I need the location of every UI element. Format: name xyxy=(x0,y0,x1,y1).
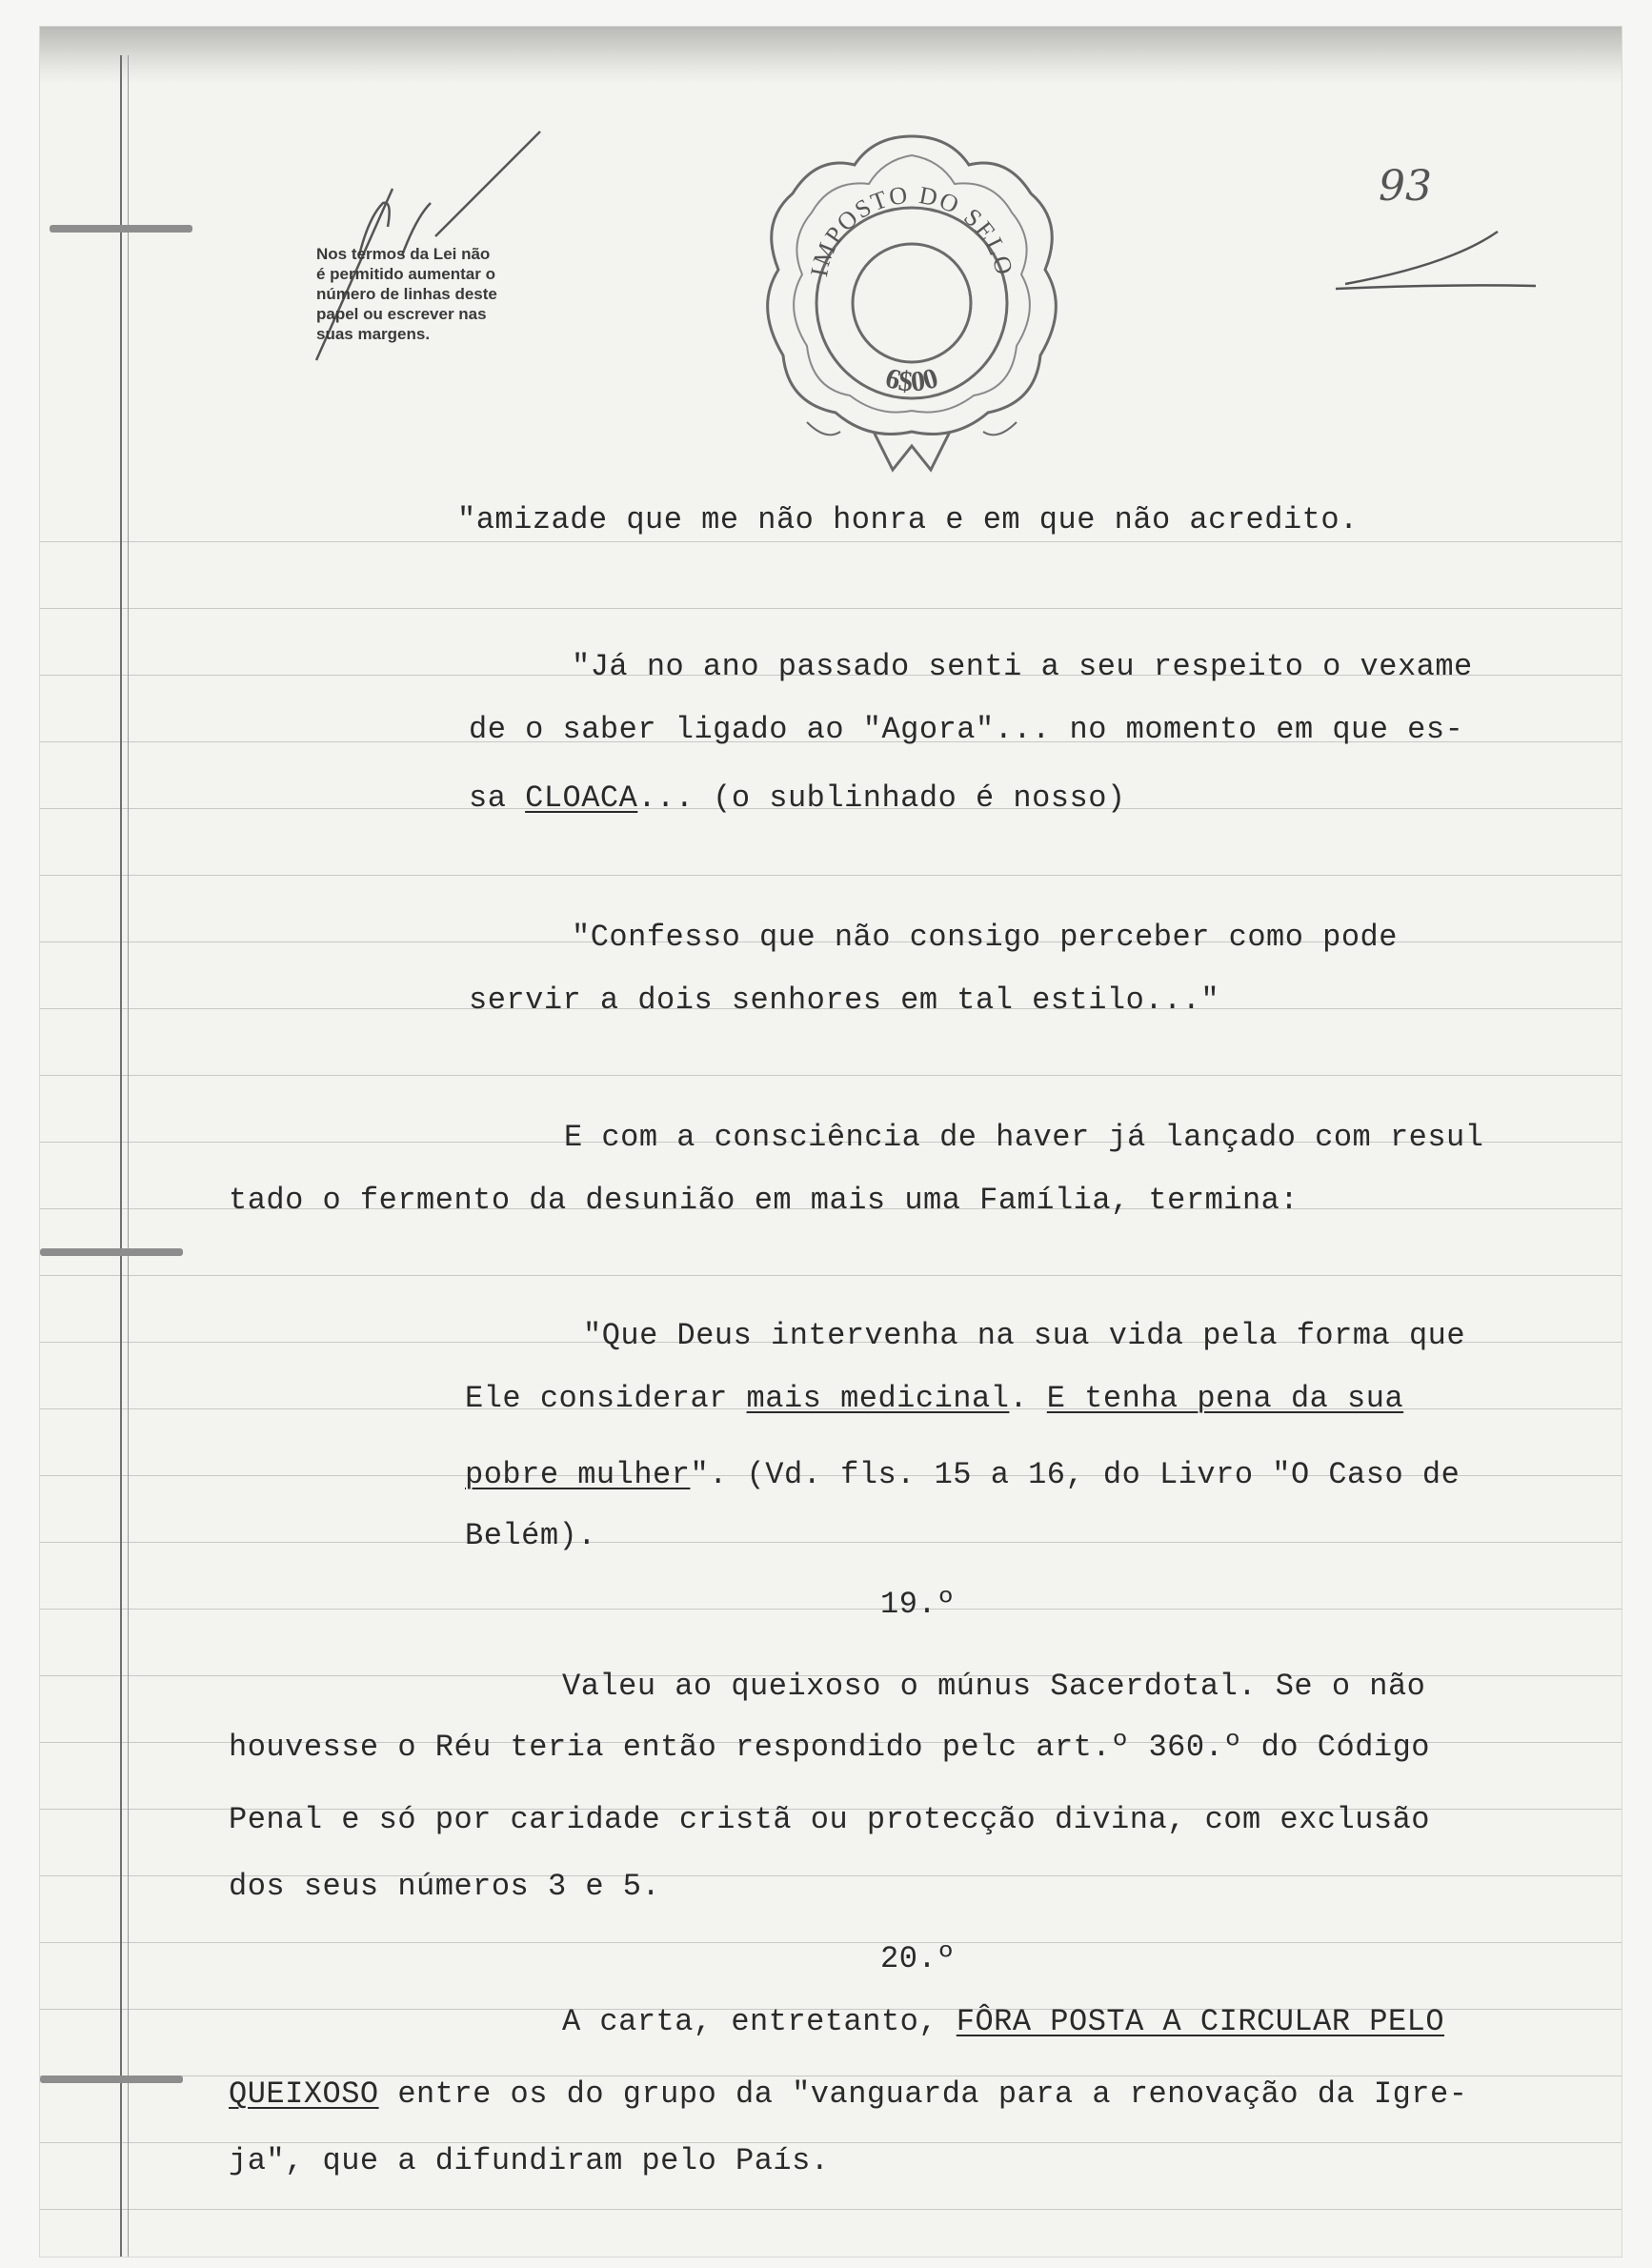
text-line: "Já no ano passado senti a seu respeito o vexame xyxy=(572,649,1473,684)
text-line: tado o fermento da desunião em mais uma Família, termina: xyxy=(229,1183,1299,1218)
document-sheet xyxy=(40,27,1622,2257)
underlined-text: mais medicinal xyxy=(746,1381,1010,1416)
stamp-title: IMPOSTO DO SELO xyxy=(804,180,1019,279)
text-span: ... (o sublinhado é nosso) xyxy=(637,780,1126,816)
text-line: "Confesso que não consigo perceber como pode xyxy=(572,920,1398,955)
svg-text:6$00 xyxy=(882,362,942,398)
ruled-line xyxy=(40,1275,1622,1276)
text-line xyxy=(465,1380,1403,1418)
article-number: 19.º xyxy=(880,1587,956,1622)
margin-line xyxy=(120,55,122,2257)
legal-notice-line: suas margens. xyxy=(316,325,431,343)
text-line xyxy=(469,780,1126,818)
legal-notice-line: papel ou escrever nas xyxy=(316,305,487,323)
text-line xyxy=(229,2076,1467,2114)
text-line: Penal e só por caridade cristã ou protecção divina, com exclusão xyxy=(229,1802,1430,1837)
text-span: Ele considerar xyxy=(465,1381,747,1416)
text-line xyxy=(562,2003,1444,2041)
binding-staple xyxy=(50,225,192,233)
text-line: ja", que a difundiram pelo País. xyxy=(229,2143,830,2178)
margin-line-inner xyxy=(128,55,129,2257)
text-line: "amizade que me não honra e em que não acredito. xyxy=(457,502,1359,537)
ruled-line xyxy=(40,608,1622,609)
text-line: Belém). xyxy=(465,1518,596,1553)
ruled-line xyxy=(40,1542,1622,1543)
ruled-line xyxy=(40,1075,1622,1076)
legal-notice xyxy=(316,244,602,344)
text-span: A carta, entretanto, xyxy=(562,2004,957,2039)
scan-top-shadow xyxy=(40,27,1622,84)
ruled-line xyxy=(40,1609,1622,1610)
binding-staple xyxy=(40,2076,183,2083)
text-line xyxy=(465,1456,1460,1494)
text-span: sa xyxy=(469,780,526,816)
text-line: de o saber ligado ao "Agora"... no momento em que es- xyxy=(469,712,1464,747)
folio-number: 93 xyxy=(1379,162,1432,211)
underlined-text: pobre mulher xyxy=(465,1457,691,1492)
text-line: E com a consciência de haver já lançado com resul xyxy=(564,1120,1484,1155)
ruled-line xyxy=(40,2209,1622,2210)
text-line: Valeu ao queixoso o múnus Sacerdotal. Se o não xyxy=(562,1669,1426,1704)
underlined-text: FÔRA POSTA A CIRCULAR PELO xyxy=(956,2004,1445,2039)
legal-notice-line: Nos termos da Lei não xyxy=(316,245,491,263)
text-span: . xyxy=(1009,1381,1047,1416)
legal-notice-line: é permitido aumentar o xyxy=(316,265,495,283)
underlined-text: QUEIXOSO xyxy=(229,2076,379,2112)
ruled-line xyxy=(40,541,1622,542)
article-number: 20.º xyxy=(880,1941,956,1976)
legal-notice-line: número de linhas deste xyxy=(316,285,497,303)
text-span: entre os do grupo da "vanguarda para a renovação da Igre- xyxy=(378,2076,1468,2112)
ruled-line xyxy=(40,1942,1622,1943)
text-line: servir a dois senhores em tal estilo..." xyxy=(469,982,1220,1018)
text-line: houvesse o Réu teria então respondido pelc art.º 360.º do Código xyxy=(229,1730,1430,1765)
stamp-value: 6$00 xyxy=(881,361,942,398)
binding-staple xyxy=(40,1248,183,1256)
underlined-text: E tenha pena da sua xyxy=(1046,1381,1404,1416)
underlined-text: CLOACA xyxy=(525,780,638,816)
stamp-seal-icon xyxy=(750,117,1074,479)
text-span: ". (Vd. fls. 15 a 16, do Livro "O Caso de xyxy=(690,1457,1461,1492)
text-line: dos seus números 3 e 5. xyxy=(229,1869,661,1904)
ruled-line xyxy=(40,875,1622,876)
text-line: "Que Deus intervenha na sua vida pela forma que xyxy=(583,1318,1466,1353)
